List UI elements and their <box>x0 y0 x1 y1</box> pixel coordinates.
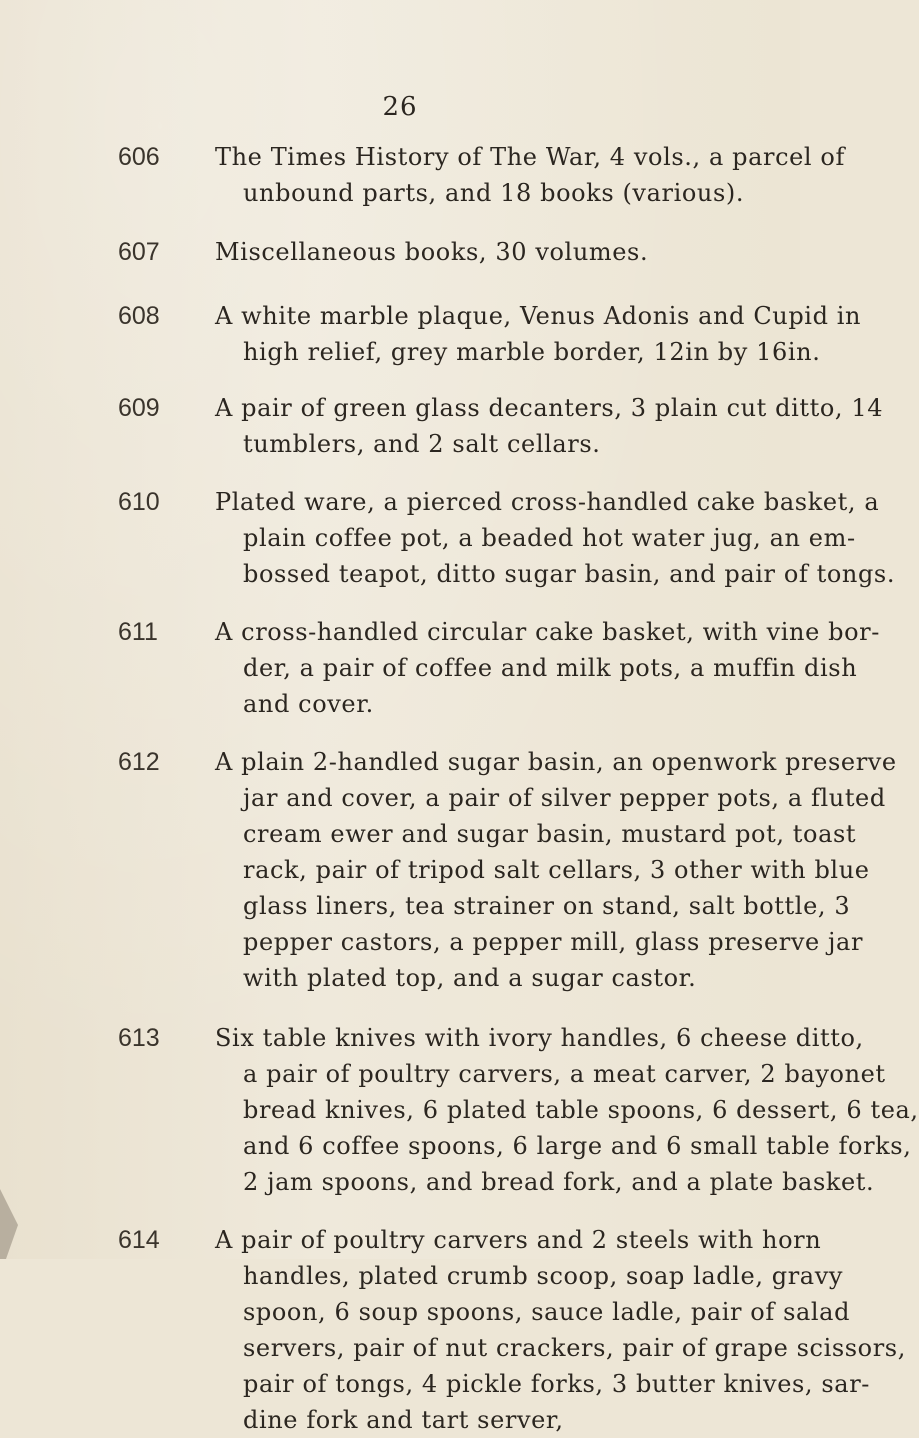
description-line: jar and cover, a pair of silver pepper pots, a fluted <box>243 784 886 812</box>
description-line: A pair of poultry carvers and 2 steels with horn <box>215 1226 822 1254</box>
description-line: unbound parts, and 18 books (various). <box>243 179 745 207</box>
lot-description <box>215 234 780 270</box>
lot-description <box>215 614 880 722</box>
lot-description <box>215 1020 919 1200</box>
lot-number: 610 <box>118 488 160 516</box>
description-line: a pair of poultry carvers, a meat carver, 2 bayonet <box>243 1060 886 1088</box>
description-line: pepper castors, a pepper mill, glass preserve jar <box>243 928 864 956</box>
description-line: plain coffee pot, a beaded hot water jug, an em- <box>243 524 856 552</box>
description-line: der, a pair of coffee and milk pots, a muffin dish <box>243 654 858 682</box>
lot-number: 612 <box>118 748 160 776</box>
lot-number: 606 <box>118 143 160 171</box>
description-line: A plain 2-handled sugar basin, an openwork preserve <box>215 748 897 776</box>
lot-number: 609 <box>118 394 160 422</box>
description-line: A cross-handled circular cake basket, with vine bor- <box>215 618 880 646</box>
description-line: and cover. <box>243 690 374 718</box>
lot-description <box>215 390 884 462</box>
description-line: bossed teapot, ditto sugar basin, and pair of tongs. <box>243 560 896 588</box>
description-line: dine fork and tart server, <box>243 1406 564 1434</box>
lot-description <box>215 298 862 370</box>
description-line: rack, pair of tripod salt cellars, 3 other with blue <box>243 856 870 884</box>
description-line: The Times History of The War, 4 vols., a parcel of <box>215 143 845 171</box>
description-line: bread knives, 6 plated table spoons, 6 dessert, 6 tea, <box>243 1096 919 1124</box>
description-line: Six table knives with ivory handles, 6 cheese ditto, <box>215 1024 864 1052</box>
lot-number: 611 <box>118 618 158 646</box>
description-line: pair of tongs, 4 pickle forks, 3 butter knives, sar- <box>243 1370 870 1398</box>
description-line: A white marble plaque, Venus Adonis and Cupid in <box>215 302 862 330</box>
description-line: high relief, grey marble border, 12in by 16in. <box>243 338 821 366</box>
lot-number: 614 <box>118 1226 160 1254</box>
page-number: 26 <box>382 92 418 122</box>
description-line: cream ewer and sugar basin, mustard pot, toast <box>243 820 857 848</box>
description-line: with plated top, and a sugar castor. <box>243 964 697 992</box>
description-line: Miscellaneous books, 30 volumes. <box>215 238 649 266</box>
lot-description <box>215 1222 906 1438</box>
description-line: spoon, 6 soup spoons, sauce ladle, pair of salad <box>243 1298 851 1326</box>
lot-description <box>215 139 845 211</box>
lot-number: 613 <box>118 1024 160 1052</box>
lot-description <box>215 744 897 996</box>
description-line: 2 jam spoons, and bread fork, and a plate basket. <box>243 1168 875 1196</box>
description-line: Plated ware, a pierced cross-handled cake basket, a <box>215 488 880 516</box>
description-line: A pair of green glass decanters, 3 plain cut ditto, 14 <box>215 394 884 422</box>
lot-description <box>215 484 896 592</box>
lot-number: 607 <box>118 238 160 266</box>
lot-number: 608 <box>118 302 160 330</box>
description-line: servers, pair of nut crackers, pair of grape scissors, <box>243 1334 906 1362</box>
description-line: tumblers, and 2 salt cellars. <box>243 430 601 458</box>
description-line: and 6 coffee spoons, 6 large and 6 small table forks, <box>243 1132 912 1160</box>
page-edge-shadow <box>0 1189 60 1259</box>
description-line: glass liners, tea strainer on stand, salt bottle, 3 <box>243 892 851 920</box>
description-line: handles, plated crumb scoop, soap ladle, gravy <box>243 1262 844 1290</box>
